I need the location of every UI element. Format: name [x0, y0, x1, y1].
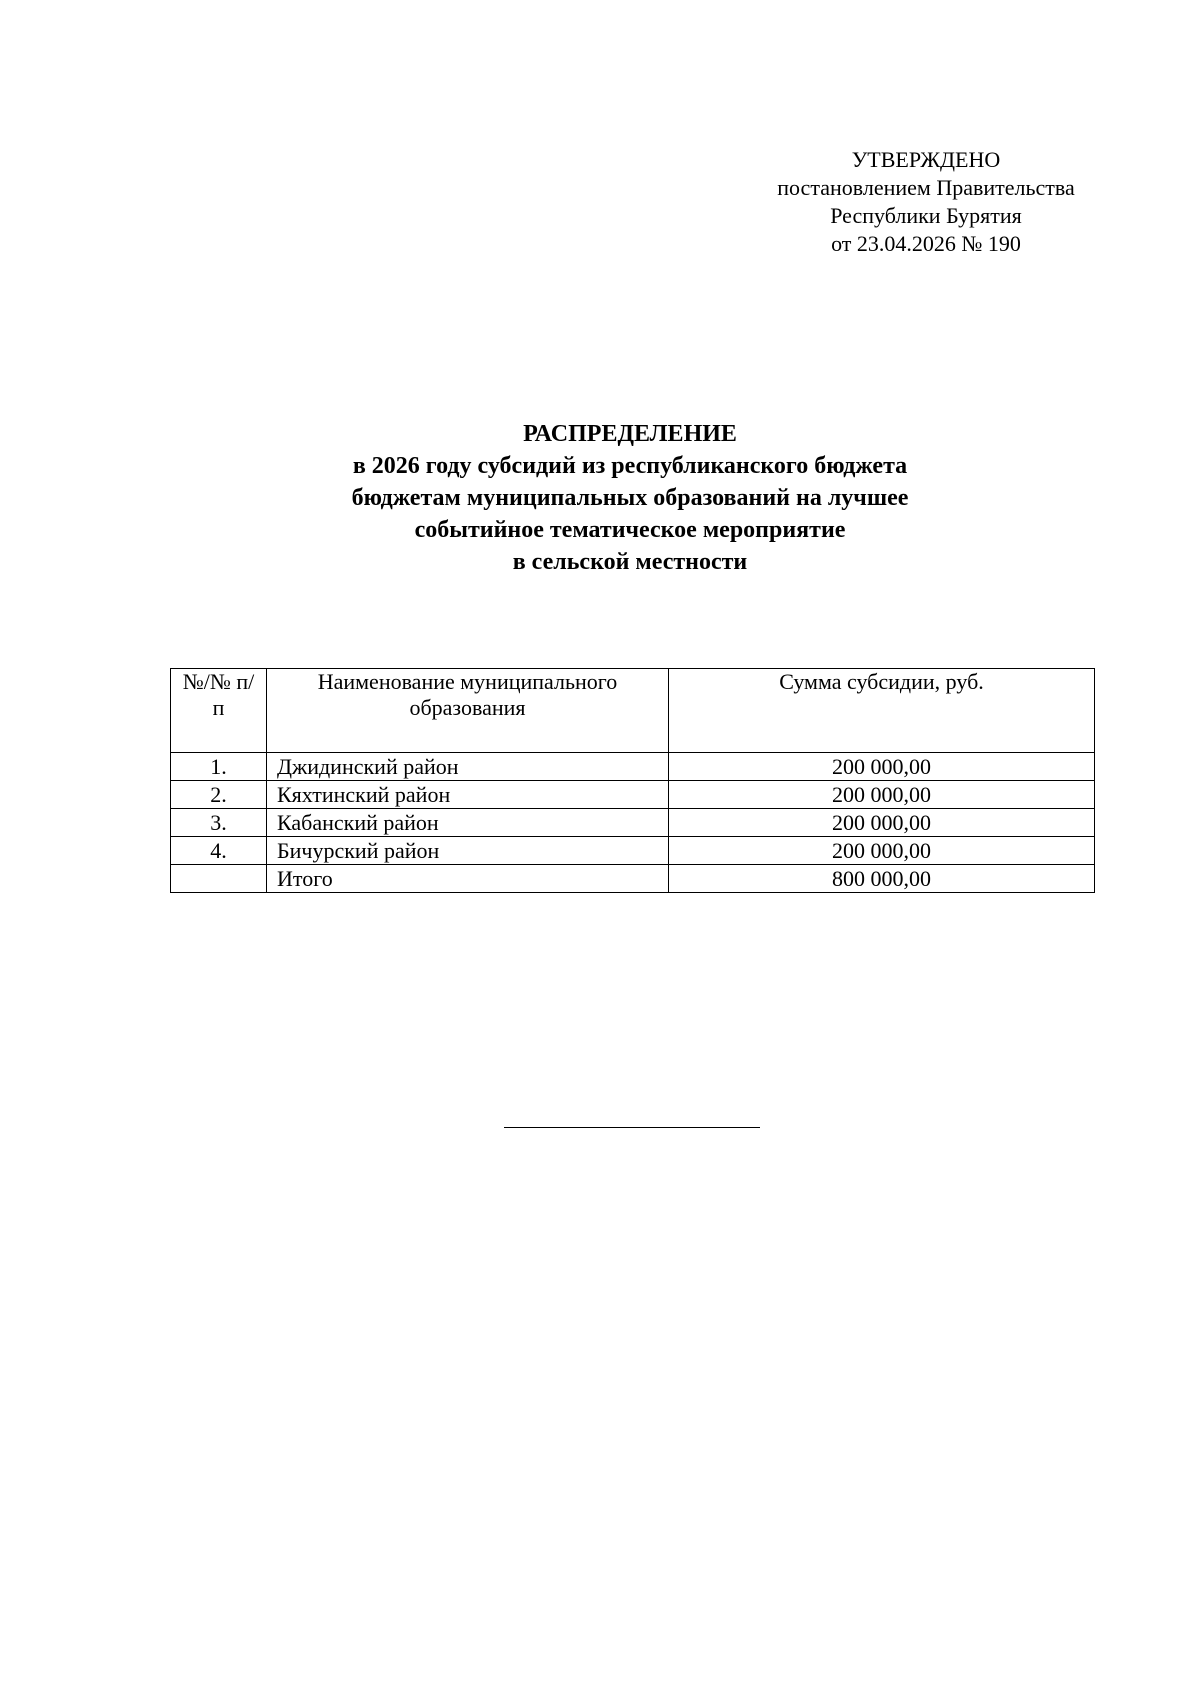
approval-stamp [736, 146, 1116, 258]
row-name: Кабанский район [267, 809, 669, 837]
approval-issuer: постановлением Правительства [777, 175, 1075, 200]
total-label: Итого [267, 865, 669, 893]
closing-separator-line [504, 1127, 760, 1128]
row-num: 4. [171, 837, 267, 865]
title-line-3: бюджетам муниципальных образований на лучшее [351, 485, 909, 511]
title-line-4: событийное тематическое мероприятие [414, 517, 846, 543]
row-num: 3. [171, 809, 267, 837]
title-heading: РАСПРЕДЕЛЕНИЕ [523, 421, 737, 447]
row-sum: 200 000,00 [669, 753, 1095, 781]
row-sum: 200 000,00 [669, 837, 1095, 865]
distribution-table [170, 668, 1095, 893]
row-name: Бичурский район [267, 837, 669, 865]
header-num: №/№ п/п [171, 669, 267, 753]
header-name: Наименование муниципального образования [267, 669, 669, 753]
total-sum: 800 000,00 [669, 865, 1095, 893]
row-num: 2. [171, 781, 267, 809]
row-sum: 200 000,00 [669, 809, 1095, 837]
table-row [171, 781, 1095, 809]
approval-label: УТВЕРЖДЕНО [851, 147, 1001, 172]
row-name: Джидинский район [267, 753, 669, 781]
row-num: 1. [171, 753, 267, 781]
table-total-row [171, 865, 1095, 893]
approval-republic: Республики Бурятия [830, 203, 1022, 228]
table-header-row [171, 669, 1095, 753]
document-title [180, 418, 1080, 578]
approval-date-number: от 23.04.2026 № 190 [831, 231, 1021, 256]
total-num [171, 865, 267, 893]
table-row [171, 809, 1095, 837]
table-row [171, 753, 1095, 781]
title-line-5: в сельской местности [512, 549, 748, 575]
title-line-2: в 2026 году субсидий из республиканского бюджета [352, 453, 908, 479]
row-sum: 200 000,00 [669, 781, 1095, 809]
header-sum: Сумма субсидии, руб. [669, 669, 1095, 753]
row-name: Кяхтинский район [267, 781, 669, 809]
table-row [171, 837, 1095, 865]
